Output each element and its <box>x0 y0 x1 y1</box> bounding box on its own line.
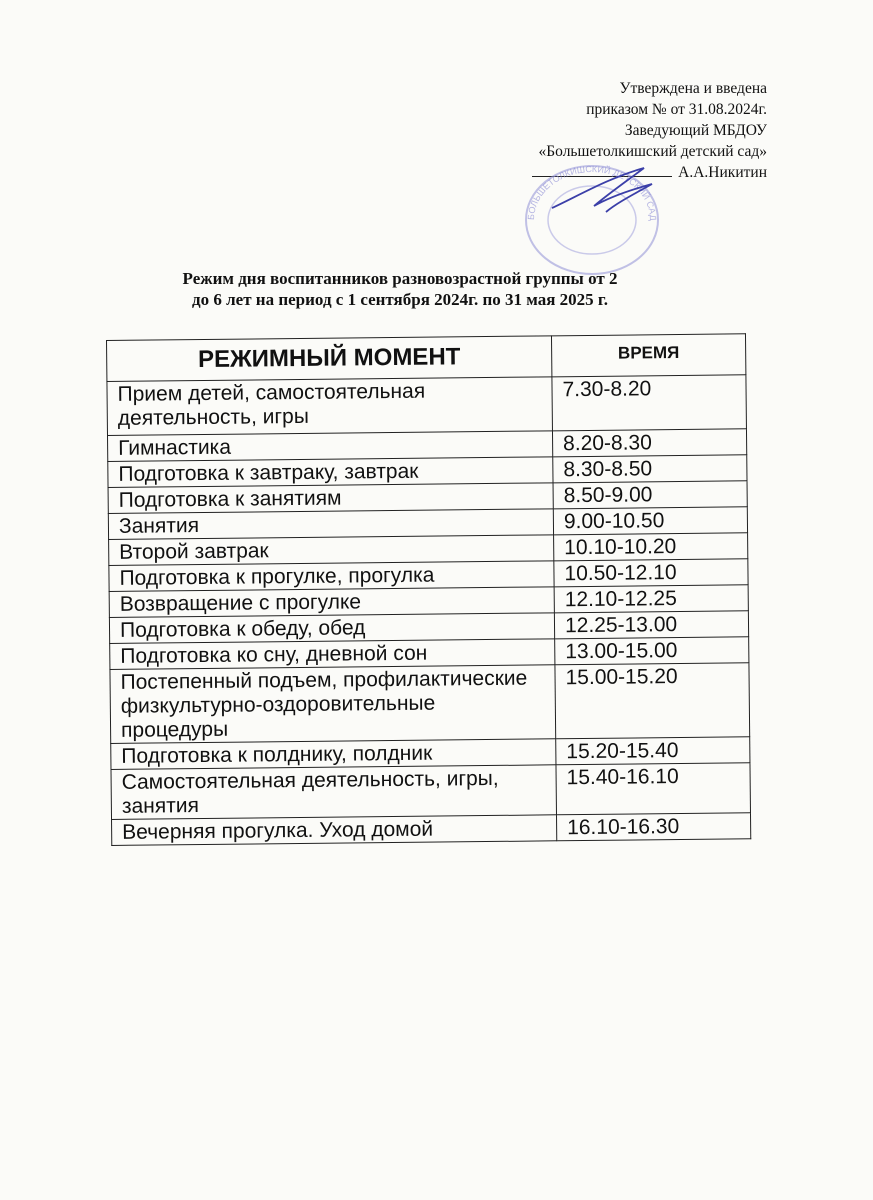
row-activity: Гимнастика <box>108 431 553 462</box>
row-time: 15.00-15.20 <box>555 663 750 739</box>
row-activity: Подготовка к завтраку, завтрак <box>108 457 553 488</box>
row-time: 7.30-8.20 <box>552 375 747 431</box>
row-activity: Постепенный подъем, профилактические физкультурно-оздоровительные процедуры <box>110 665 556 744</box>
signature-scribble <box>548 160 668 220</box>
row-activity: Подготовка ко сну, дневной сон <box>110 639 555 670</box>
director-name: А.А.Никитин <box>678 164 767 181</box>
row-time: 15.40-16.10 <box>556 763 751 815</box>
row-activity: Занятия <box>108 509 553 540</box>
row-activity: Самостоятельная деятельность, игры, занятия <box>111 765 556 820</box>
row-time: 9.00-10.50 <box>553 507 747 535</box>
row-activity: Прием детей, самостоятельная деятельность, игры <box>107 377 553 436</box>
table-header-row <box>107 334 746 382</box>
approval-line-4: «Большетолкишский детский сад» <box>538 143 767 160</box>
schedule-table <box>106 333 751 846</box>
table-row <box>110 663 750 744</box>
row-time: 12.25-13.00 <box>554 611 748 639</box>
row-time: 10.10-10.20 <box>554 533 748 561</box>
row-activity: Подготовка к занятиям <box>108 483 553 514</box>
row-time: 13.00-15.00 <box>555 637 749 665</box>
row-activity: Подготовка к полднику, полдник <box>111 739 556 770</box>
stamp-text: БОЛЬШЕТОЛКИШСКИЙ ДЕТСКИЙ САД <box>525 163 659 221</box>
row-activity: Вечерняя прогулка. Уход домой <box>112 815 557 846</box>
document-title <box>100 268 700 310</box>
row-time: 8.50-9.00 <box>553 481 747 509</box>
table-row <box>112 813 751 846</box>
table-row <box>111 763 750 820</box>
row-time: 15.20-15.40 <box>556 737 750 765</box>
row-activity: Подготовка к обеду, обед <box>109 613 554 644</box>
row-activity: Возвращение с прогулке <box>109 587 554 618</box>
title-line-2: до 6 лет на период с 1 сентября 2024г. по 31 мая 2025 г. <box>192 290 608 309</box>
approval-line-3: Заведующий МБДОУ <box>624 122 767 139</box>
title-line-1: Режим дня воспитанников разновозрастной группы от 2 <box>182 269 618 288</box>
approval-line-1: Утверждена и введена <box>619 80 767 97</box>
row-activity: Второй завтрак <box>109 535 554 566</box>
header-time: ВРЕМЯ <box>551 334 745 377</box>
header-activity: РЕЖИМНЫЙ МОМЕНТ <box>107 336 552 382</box>
row-time: 8.30-8.50 <box>553 455 747 483</box>
row-time: 8.20-8.30 <box>552 429 746 457</box>
approval-line-2: приказом № от 31.08.2024г. <box>586 101 767 118</box>
table-row <box>107 375 747 436</box>
row-activity: Подготовка к прогулке, прогулка <box>109 561 554 592</box>
row-time: 10.50-12.10 <box>554 559 748 587</box>
row-time: 16.10-16.30 <box>556 813 750 841</box>
row-time: 12.10-12.25 <box>554 585 748 613</box>
